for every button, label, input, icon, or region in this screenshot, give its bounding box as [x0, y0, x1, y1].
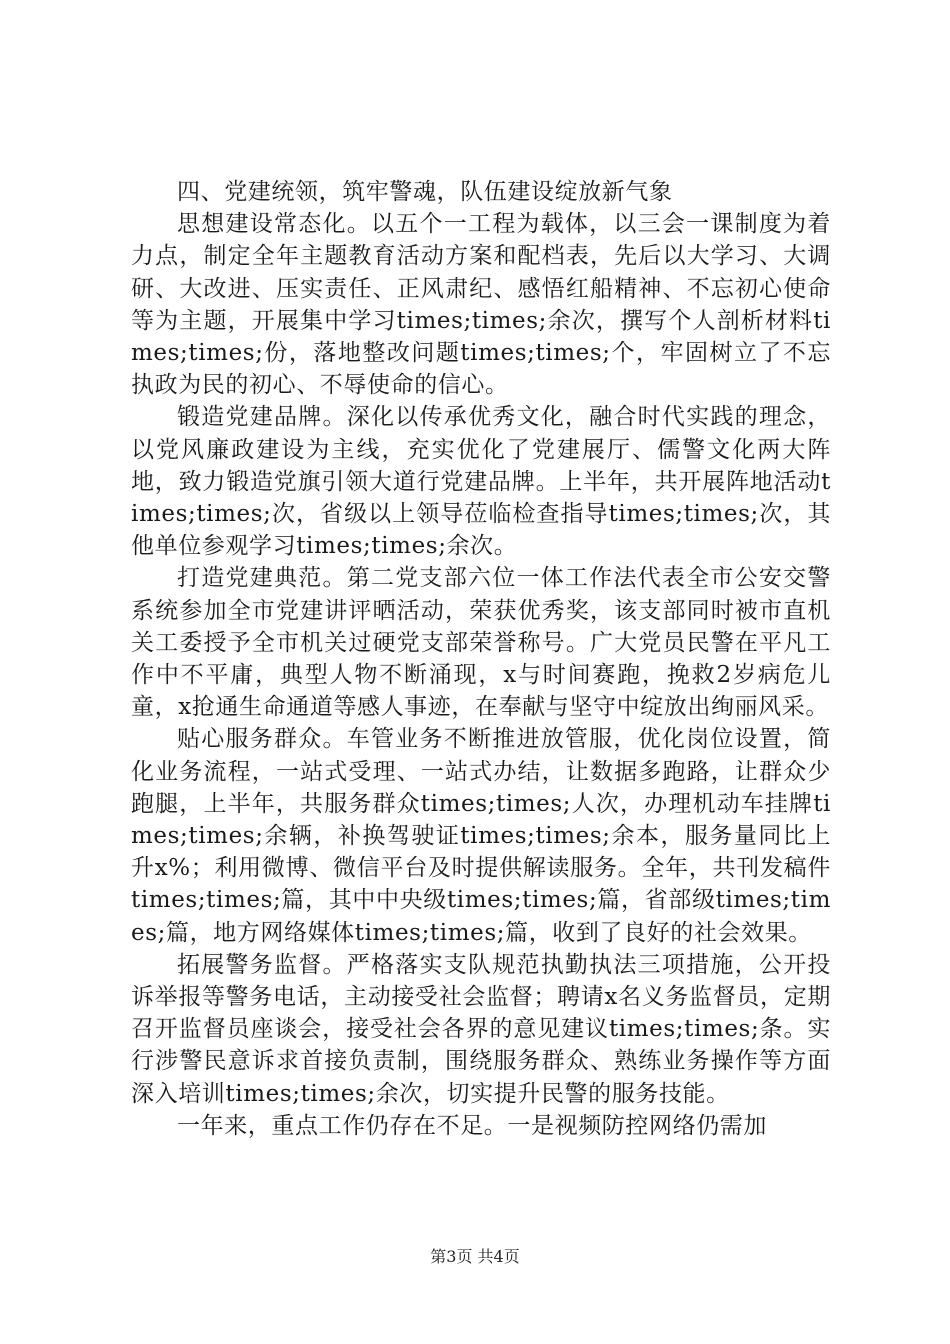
document-body — [131, 176, 831, 1142]
paragraph-shortcomings: 一年来，重点工作仍存在不足。一是视频防控网络仍需加 — [177, 1112, 767, 1139]
paragraph-ideological-building: 思想建设常态化。以五个一工程为载体，以三会一课制度为着力点，制定全年主题教育活动方案和配档表，先后以大学习、大调研、大改进、压实责任、正风肃纪、感悟红船精神、不忘初心使命等为主题，开展集中学习times;times;余次，撰写个人剖析材料times;times;份，落地整改问题times;times;个，牢固树立了不忘执政为民的初心、不辱使命的信心。 — [131, 211, 831, 399]
section-heading: 四、党建统领，筑牢警魂，队伍建设绽放新气象 — [177, 179, 673, 205]
paragraph-public-service: 贴心服务群众。车管业务不断推进放管服，优化岗位设置，简化业务流程，一站式受理、一站式办结，让数据多跑路，让群众少跑腿，上半年，共服务群众times;times;人次，办理机动车挂牌times;times;余辆，补换驾驶证times;times;余本，服务量同比上升x%；利用微博、微信平台及时提供解读服务。全年，共刊发稿件times;times;篇，其中中央级times;times;篇，省部级times;times;篇，地方网络媒体times;times;篇，收到了良好的社会效果。 — [131, 726, 831, 946]
paragraph-police-supervision: 拓展警务监督。严格落实支队规范执勤执法三项措施，公开投诉举报等警务电话，主动接受社会监督；聘请x名义务监督员，定期召开监督员座谈会，接受社会各界的意见建议times;times;条。实行涉警民意诉求首接负责制，围绕服务群众、熟练业务操作等方面深入培训times;times;余次，切实提升民警的服务技能。 — [131, 951, 831, 1107]
paragraph-party-brand: 锻造党建品牌。深化以传承优秀文化，融合时代实践的理念，以党风廉政建设为主线，充实优化了党建展厅、儒警文化两大阵地，致力锻造党旗引领大道行党建品牌。上半年，共开展阵地活动times;times;次，省级以上领导莅临检查指导times;times;次，其他单位参观学习times;times;余次。 — [131, 404, 831, 560]
page-number-footer: 第3页 共4页 — [430, 1247, 520, 1266]
paragraph-party-model: 打造党建典范。第二党支部六位一体工作法代表全市公安交警系统参加全市党建讲评晒活动，荣获优秀奖，该支部同时被市直机关工委授予全市机关过硬党支部荣誉称号。广大党员民警在平凡工作中不平庸，典型人物不断涌现，x与时间赛跑，挽救2岁病危儿童，x抢通生命通道等感人事迹，在奉献与坚守中绽放出绚丽风采。 — [131, 565, 831, 721]
